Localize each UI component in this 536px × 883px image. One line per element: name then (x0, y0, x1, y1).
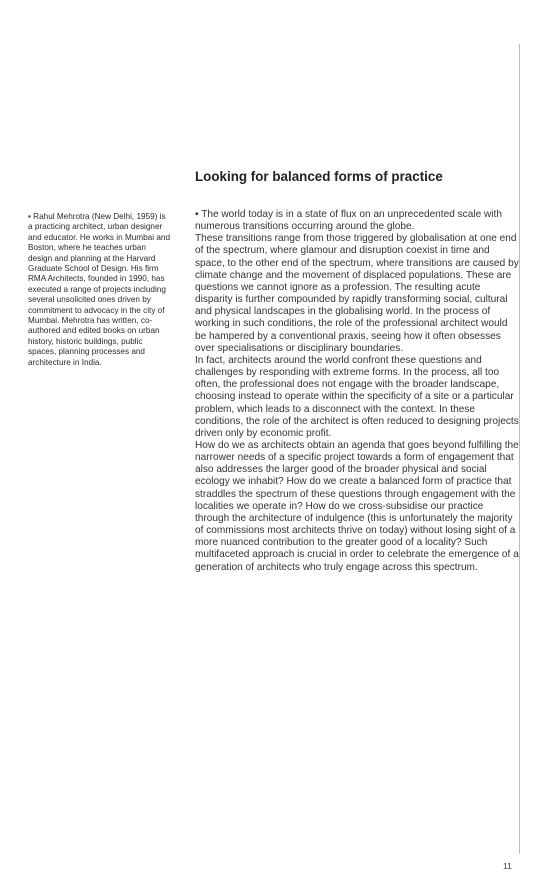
article-title: Looking for balanced forms of practice (195, 169, 443, 184)
paragraph: ▪ The world today is in a state of flux on an unprecedented scale with numerous transitions occurring around the globe. (195, 209, 502, 233)
author-bio: ▪ Rahul Mehrotra (New Delhi, 1959) is a practicing architect, urban designer and educator. He works in Mumbai and Boston, where he teaches urban design and planning at the Harvard Graduate School of Design. His firm RMA Architects, founded in 1990, has executed a range of projects including several unsolicited ones driven by commitment to advocacy in the city of Mumbai. Mehrotra has written, co-authored and edited books on urban history, historic buildings, public spaces, planning processes and architecture in India. (28, 212, 170, 367)
article-body (195, 209, 520, 574)
page-number: 11 (503, 861, 512, 871)
paragraph: These transitions range from those triggered by globalisation at one end of the spectrum, where glamour and disruption coexist in time and space, to the other end of the spectrum, where transitions are caused by climate change and the movement of displaced populations. These are questions we cannot ignore as a profession. The resulting acute disparity is further compounded by rapidly transforming social, cultural and physical landscapes in the globalising world. In the process of working in such conditions, the role of the professional architect would be hampered by a conventional praxis, seeing how it often obsesses over specialisations or disciplinary boundaries. (195, 233, 519, 354)
paragraph: In fact, architects around the world confront these questions and challenges by responding with extreme forms. In the process, all too often, the professional does not engage with the broader landscape, choosing instead to operate within the specificity of a site or a particular problem, which leads to a disconnect with the context. In these conditions, the role of the architect is often reduced to designing projects driven only by economic profit. (195, 354, 519, 439)
paragraph: How do we as architects obtain an agenda that goes beyond fulfilling the narrower needs of a specific project towards a form of engagement that also addresses the larger good of the broader physical and social ecology we inhabit? How do we create a balanced form of practice that straddles the spectrum of these questions through engagement with the localities we operate in? How do we cross-subsidise our practice through the architecture of indulgence (this is unfortunately the majority of commissions most architects thrive on today) without losing sight of a more nuanced contribution to the greater good of a locality? Such multifaceted approach is crucial in order to celebrate the emergence of a generation of architects who truly engage across this spectrum. (195, 439, 519, 573)
